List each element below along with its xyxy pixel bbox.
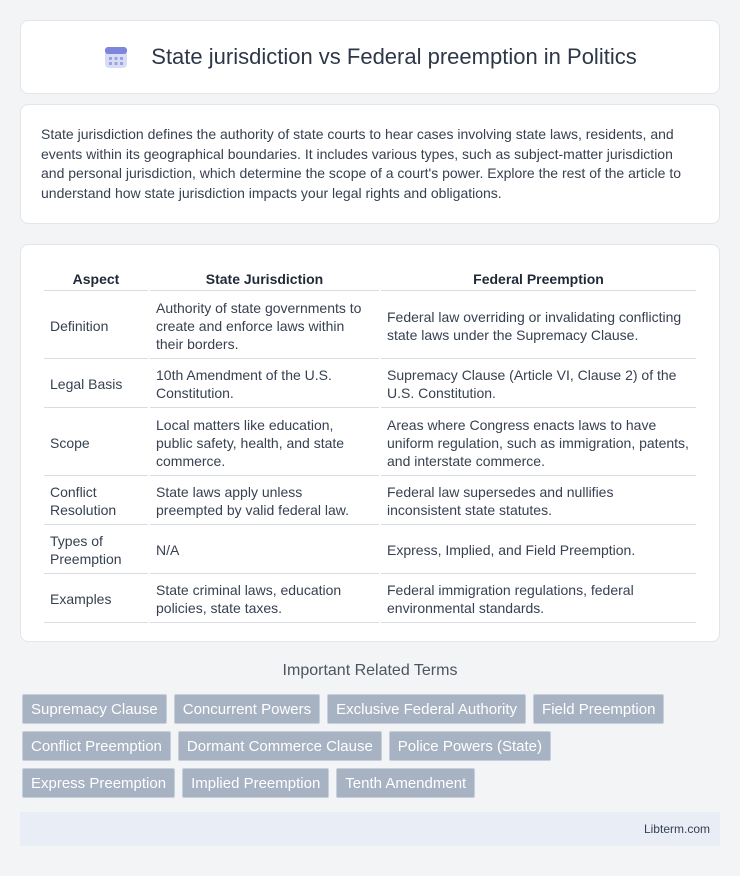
cell-state: Authority of state governments to create and enforce laws within their borders. [150, 293, 379, 359]
cell-federal: Federal immigration regulations, federal environmental standards. [381, 576, 696, 623]
header-state-jurisdiction: State Jurisdiction [150, 267, 379, 291]
cell-federal: Express, Implied, and Field Preemption. [381, 527, 696, 574]
title-card [20, 20, 720, 94]
comparison-card [20, 244, 720, 642]
table-row [44, 293, 696, 359]
calendar-icon [103, 44, 129, 70]
tag-row [22, 694, 722, 724]
table-row [44, 478, 696, 525]
cell-aspect: Scope [44, 410, 148, 476]
tag-express-preemption[interactable]: Express Preemption [22, 768, 175, 798]
cell-state: State criminal laws, education policies, state taxes. [150, 576, 379, 623]
cell-aspect: Types of Preemption [44, 527, 148, 574]
cell-federal: Supremacy Clause (Article VI, Clause 2) of the U.S. Constitution. [381, 361, 696, 408]
cell-state: Local matters like education, public safety, health, and state commerce. [150, 410, 379, 476]
tag-dormant-commerce-clause[interactable]: Dormant Commerce Clause [178, 731, 382, 761]
header-aspect: Aspect [44, 267, 148, 291]
tag-exclusive-federal-authority[interactable]: Exclusive Federal Authority [327, 694, 526, 724]
comparison-table [42, 265, 698, 625]
tag-row [22, 731, 722, 761]
cell-state: N/A [150, 527, 379, 574]
cell-aspect: Conflict Resolution [44, 478, 148, 525]
cell-federal: Federal law overriding or invalidating conflicting state laws under the Supremacy Clause. [381, 293, 696, 359]
footer-site-link[interactable]: Libterm.com [643, 822, 710, 836]
table-row [44, 576, 696, 623]
tag-field-preemption[interactable]: Field Preemption [533, 694, 664, 724]
cell-state: 10th Amendment of the U.S. Constitution. [150, 361, 379, 408]
cell-aspect: Examples [44, 576, 148, 623]
cell-federal: Federal law supersedes and nullifies inconsistent state statutes. [381, 478, 696, 525]
page-title: State jurisdiction vs Federal preemption in Politics [151, 44, 637, 69]
cell-aspect: Definition [44, 293, 148, 359]
tag-police-powers[interactable]: Police Powers (State) [389, 731, 551, 761]
footer [20, 812, 720, 846]
tag-conflict-preemption[interactable]: Conflict Preemption [22, 731, 171, 761]
intro-card [20, 104, 720, 224]
tag-tenth-amendment[interactable]: Tenth Amendment [336, 768, 475, 798]
table-header-row [44, 267, 696, 291]
cell-aspect: Legal Basis [44, 361, 148, 408]
intro-paragraph: State jurisdiction defines the authority of state courts to hear cases involving state laws, residents, and events within its geographical boundaries. It includes various types, such as subject-matter jurisdiction and personal jurisdiction, which determine the scope of a court's power. Explore the rest of the article to understand how state jurisdiction impacts your legal rights and obligations. [41, 126, 682, 201]
header-federal-preemption: Federal Preemption [381, 267, 696, 291]
cell-federal: Areas where Congress enacts laws to have uniform regulation, such as immigration, patents, and interstate commerce. [381, 410, 696, 476]
table-row [44, 361, 696, 408]
tag-supremacy-clause[interactable]: Supremacy Clause [22, 694, 167, 724]
table-row [44, 410, 696, 476]
tag-row [22, 768, 722, 798]
related-terms-heading: Important Related Terms [282, 662, 458, 679]
cell-state: State laws apply unless preempted by valid federal law. [150, 478, 379, 525]
tag-implied-preemption[interactable]: Implied Preemption [182, 768, 329, 798]
related-terms-list [22, 694, 722, 805]
tag-concurrent-powers[interactable]: Concurrent Powers [174, 694, 320, 724]
table-row [44, 527, 696, 574]
